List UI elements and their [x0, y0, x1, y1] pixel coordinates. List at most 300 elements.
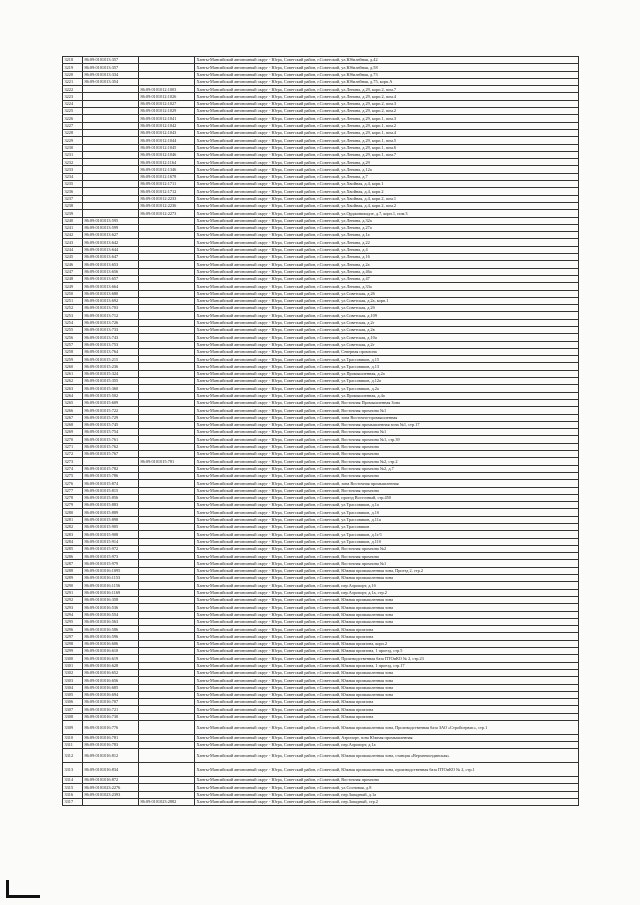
table-row: [63, 648, 579, 655]
building-cadastral-number-cell: [139, 370, 195, 377]
cadastral-number-cell: 86:09:0101013:357: [83, 64, 139, 71]
cadastral-number-cell: [83, 188, 139, 195]
cadastral-number-cell: 86:09:0101015:883: [83, 502, 139, 509]
address-cell: Ханты-Мансийский автономный округ - Югра, Советский район, г.Советский, Южная промышленная зона: [195, 611, 579, 618]
cadastral-number-cell: 86:09:0101013:599: [83, 224, 139, 231]
cadastral-number-cell: [83, 93, 139, 100]
cadastral-number-cell: [83, 144, 139, 151]
address-cell: Ханты-Мансийский автономный округ - Югра, Советский район, г.Советский, Южная промышленная зона: [195, 669, 579, 676]
table-row: [63, 798, 579, 805]
register-body: [63, 57, 579, 806]
address-cell: Ханты-Мансийский автономный округ - Югра, Советский район, г.Советский, ул.Ленина, д.32а: [195, 217, 579, 224]
table-row: [63, 195, 579, 202]
address-cell: Ханты-Мансийский автономный округ - Югра, Советский район, г.Советский, Южная промышленная зона, станция «Верхнекондинская»: [195, 749, 579, 763]
address-cell: Ханты-Мансийский автономный округ - Югра, Советский район, г.Советский, ул.Трассовиков, д.1б: [195, 509, 579, 516]
building-cadastral-number-cell: 86:09:0101012:1712: [139, 188, 195, 195]
row-number-cell: 3242: [63, 232, 83, 239]
address-cell: Ханты-Мансийский автономный округ - Югра, Советский район, г.Советский, ул.Юбилейная, д.75, корп.А: [195, 78, 579, 85]
building-cadastral-number-cell: [139, 451, 195, 458]
address-cell: Ханты-Мансийский автономный округ - Югра, Советский район, г.Советский, ул.Ленина, д.29, корп.2, пом.4: [195, 93, 579, 100]
address-cell: Ханты-Мансийский автономный округ - Югра, Советский район, г.Советский, ул.Советская, д.2г: [195, 319, 579, 326]
building-cadastral-number-cell: [139, 319, 195, 326]
cadastral-number-cell: 86:09:0101016:619: [83, 655, 139, 662]
row-number-cell: 3309: [63, 721, 83, 735]
cadastral-number-cell: 86:09:0101016:872: [83, 777, 139, 784]
row-number-cell: 3263: [63, 385, 83, 392]
cadastral-number-cell: [83, 173, 139, 180]
address-cell: Ханты-Мансийский автономный округ - Югра, Советский район, г.Советский, Южная промзона: [195, 706, 579, 713]
table-row: [63, 254, 579, 261]
building-cadastral-number-cell: 86:09:0101012:1678: [139, 173, 195, 180]
building-cadastral-number-cell: 86:09:0101012:1164: [139, 159, 195, 166]
building-cadastral-number-cell: [139, 71, 195, 78]
table-row: [63, 129, 579, 136]
row-number-cell: 3238: [63, 202, 83, 209]
building-cadastral-number-cell: [139, 385, 195, 392]
address-cell: Ханты-Мансийский автономный округ - Югра, Советский район, г.Советский, ул.Ленина, д.29: [195, 159, 579, 166]
row-number-cell: 3225: [63, 108, 83, 115]
cadastral-number-cell: [83, 798, 139, 805]
table-row: [63, 370, 579, 377]
building-cadastral-number-cell: [139, 305, 195, 312]
cadastral-number-cell: 86:09:0101016:1153: [83, 575, 139, 582]
cadastral-number-cell: 86:09:0101013:753: [83, 341, 139, 348]
building-cadastral-number-cell: [139, 531, 195, 538]
building-cadastral-number-cell: [139, 57, 195, 64]
row-number-cell: 3236: [63, 188, 83, 195]
row-number-cell: 3233: [63, 166, 83, 173]
address-cell: Ханты-Мансийский автономный округ - Югра, Советский район, г.Советский, ул.Трассовиков, д.2а: [195, 385, 579, 392]
building-cadastral-number-cell: [139, 254, 195, 261]
cadastral-number-cell: 86:09:0101016:834: [83, 763, 139, 777]
address-cell: Ханты-Мансийский автономный округ - Югра, Советский район, г.Советский, ул.Промышленная, д.2а: [195, 370, 579, 377]
table-row: [63, 122, 579, 129]
table-row: [63, 677, 579, 684]
cadastral-number-cell: 86:09:0101016:1156: [83, 582, 139, 589]
table-row: [63, 137, 579, 144]
address-cell: Ханты-Мансийский автономный округ - Югра, Советский район, г.Советский, Южная промзона, корп.2: [195, 640, 579, 647]
table-row: [63, 334, 579, 341]
building-cadastral-number-cell: [139, 618, 195, 625]
row-number-cell: 3268: [63, 421, 83, 428]
address-cell: Ханты-Мансийский автономный округ - Югра, Советский район, г.Советский, Восточная промышленная зона №1, стр.17: [195, 421, 579, 428]
address-cell: Ханты-Мансийский автономный округ - Югра, Советский район, г.Советский, Аэропорт, зона Южная промышленная: [195, 734, 579, 741]
address-cell: Ханты-Мансийский автономный округ - Югра, Советский район, г.Советский, ул.Ленина, д.12а: [195, 166, 579, 173]
address-cell: Ханты-Мансийский автономный округ - Югра, Советский район, г.Советский, ул.Советская, д.2б: [195, 305, 579, 312]
cadastral-number-cell: 86:09:0101015:874: [83, 480, 139, 487]
address-cell: Ханты-Мансийский автономный округ - Югра, Советский район, г.Советский, Южная промышленная зона: [195, 618, 579, 625]
table-row: [63, 64, 579, 71]
address-cell: Ханты-Мансийский автономный округ - Югра, Советский район, г.Советский, ул.Советская, д.2в: [195, 326, 579, 333]
row-number-cell: 3260: [63, 363, 83, 370]
address-cell: Ханты-Мансийский автономный округ - Югра, Советский район, г.Советский, ул.Ленина, д.7: [195, 173, 579, 180]
address-cell: Ханты-Мансийский автономный округ - Югра, Советский район, г.Советский, ул.Советская, д.26: [195, 290, 579, 297]
building-cadastral-number-cell: [139, 669, 195, 676]
address-cell: Ханты-Мансийский автономный округ - Югра, Советский район, г.Советский, Восточная промзона: [195, 487, 579, 494]
table-row: [63, 691, 579, 698]
address-cell: Ханты-Мансийский автономный округ - Югра, Советский район, г.Советский, ул.Ленина, д.29, корп.1, пом.3: [195, 115, 579, 122]
table-row: [63, 232, 579, 239]
address-cell: Ханты-Мансийский автономный округ - Югра, Советский район, г.Советский, ул.Ленина, д.16: [195, 254, 579, 261]
address-cell: Ханты-Мансийский автономный округ - Югра, Советский район, г.Советский, ул.Ленина, д.29, корп.1, пом.2: [195, 122, 579, 129]
cadastral-number-cell: 86:09:0101015:761: [83, 436, 139, 443]
address-cell: Ханты-Мансийский автономный округ - Югра, Советский район, г.Советский, ул.Хвойная, д.4, корп.2: [195, 188, 579, 195]
cadastral-number-cell: 86:09:0101013:733: [83, 326, 139, 333]
row-number-cell: 3230: [63, 144, 83, 151]
address-cell: Ханты-Мансийский автономный округ - Югра, Советский район, г.Советский, ул.Хвойная, д.4, корп.2, пом.1: [195, 195, 579, 202]
building-cadastral-number-cell: [139, 582, 195, 589]
row-number-cell: 3317: [63, 798, 83, 805]
address-cell: Ханты-Мансийский автономный округ - Югра, Советский район, г.Советский, Восточная промзона №1: [195, 407, 579, 414]
row-number-cell: 3292: [63, 596, 83, 603]
row-number-cell: 3223: [63, 93, 83, 100]
address-cell: Ханты-Мансийский автономный округ - Югра, Советский район, г.Советский, Восточная промзона №2, д.7: [195, 465, 579, 472]
cadastral-number-cell: 86:09:0101013:354: [83, 78, 139, 85]
building-cadastral-number-cell: [139, 713, 195, 720]
register-table: [62, 56, 579, 806]
cadastral-number-cell: 86:09:0101015:786: [83, 472, 139, 479]
building-cadastral-number-cell: 86:09:0101012:2236: [139, 202, 195, 209]
cadastral-number-cell: 86:09:0101016:628: [83, 662, 139, 669]
building-cadastral-number-cell: 86:09:0101012:1027: [139, 100, 195, 107]
cadastral-number-cell: 86:09:0101015:782: [83, 465, 139, 472]
table-row: [63, 210, 579, 217]
cadastral-number-cell: 86:09:0101016:554: [83, 611, 139, 618]
address-cell: Ханты-Мансийский автономный округ - Югра, Советский район, г.Советский, Восточная промзона №1, стр.39: [195, 436, 579, 443]
cadastral-number-cell: 86:09:0101016:781: [83, 734, 139, 741]
building-cadastral-number-cell: [139, 791, 195, 798]
row-number-cell: 3240: [63, 217, 83, 224]
table-row: [63, 531, 579, 538]
cadastral-number-cell: 86:09:0101016:652: [83, 669, 139, 676]
row-number-cell: 3291: [63, 589, 83, 596]
building-cadastral-number-cell: [139, 421, 195, 428]
row-number-cell: 3218: [63, 57, 83, 64]
table-row: [63, 545, 579, 552]
cadastral-number-cell: 86:09:0101013:627: [83, 232, 139, 239]
building-cadastral-number-cell: [139, 246, 195, 253]
cadastral-number-cell: 86:09:0101015:762: [83, 443, 139, 450]
cadastral-number-cell: 86:09:0101015:889: [83, 509, 139, 516]
row-number-cell: 3253: [63, 312, 83, 319]
table-row: [63, 516, 579, 523]
table-row: [63, 181, 579, 188]
cadastral-number-cell: [83, 151, 139, 158]
address-cell: Ханты-Мансийский автономный округ - Югра, Советский район, г.Советский, ул.Сосновая, д.8: [195, 784, 579, 791]
cadastral-number-cell: 86:09:0101015:729: [83, 414, 139, 421]
row-number-cell: 3229: [63, 137, 83, 144]
cadastral-number-cell: 86:09:0101015:609: [83, 399, 139, 406]
row-number-cell: 3231: [63, 151, 83, 158]
address-cell: Ханты-Мансийский автономный округ - Югра, Советский район, г.Советский, ул.Юбилейная, д.58: [195, 64, 579, 71]
building-cadastral-number-cell: [139, 341, 195, 348]
building-cadastral-number-cell: [139, 275, 195, 282]
row-number-cell: 3308: [63, 713, 83, 720]
row-number-cell: 3237: [63, 195, 83, 202]
cadastral-number-cell: 86:09:0101013:743: [83, 334, 139, 341]
table-row: [63, 268, 579, 275]
building-cadastral-number-cell: 86:09:0101012:1041: [139, 115, 195, 122]
address-cell: Ханты-Мансийский автономный округ - Югра, Советский район, г.Советский, ул.Ленина, д.29, корп.1, пом.6: [195, 144, 579, 151]
building-cadastral-number-cell: [139, 290, 195, 297]
building-cadastral-number-cell: [139, 217, 195, 224]
row-number-cell: 3279: [63, 502, 83, 509]
row-number-cell: 3298: [63, 640, 83, 647]
table-row: [63, 407, 579, 414]
table-row: [63, 669, 579, 676]
cadastral-number-cell: 86:09:0101016:606: [83, 640, 139, 647]
cadastral-number-cell: 86:09:0101016:730: [83, 713, 139, 720]
table-row: [63, 633, 579, 640]
table-row: [63, 611, 579, 618]
address-cell: Ханты-Мансийский автономный округ - Югра, Советский район, г.Советский, пер.Аэропорт, д.1б: [195, 582, 579, 589]
table-row: [63, 261, 579, 268]
table-row: [63, 713, 579, 720]
table-row: [63, 108, 579, 115]
address-cell: Ханты-Мансийский автономный округ - Югра, Советский район, г.Советский, зона Восточная промышленная: [195, 480, 579, 487]
cadastral-number-cell: 86:09:0101016:610: [83, 648, 139, 655]
table-row: [63, 78, 579, 85]
table-row: [63, 173, 579, 180]
table-row: [63, 57, 579, 64]
building-cadastral-number-cell: [139, 224, 195, 231]
row-number-cell: 3300: [63, 655, 83, 662]
table-row: [63, 791, 579, 798]
row-number-cell: 3248: [63, 275, 83, 282]
cadastral-number-cell: 86:09:0101015:914: [83, 538, 139, 545]
building-cadastral-number-cell: [139, 429, 195, 436]
row-number-cell: 3276: [63, 480, 83, 487]
building-cadastral-number-cell: [139, 78, 195, 85]
address-cell: Ханты-Мансийский автономный округ - Югра, Советский район, г.Советский, ул.Ленина, д.46а: [195, 268, 579, 275]
building-cadastral-number-cell: [139, 494, 195, 501]
cadastral-number-cell: 86:09:0101013:653: [83, 261, 139, 268]
row-number-cell: 3256: [63, 334, 83, 341]
address-cell: Ханты-Мансийский автономный округ - Югра, Советский район, г.Советский, ул.Ленина, д.27а: [195, 224, 579, 231]
row-number-cell: 3275: [63, 472, 83, 479]
address-cell: Ханты-Мансийский автономный округ - Югра, Советский район, г.Советский, Восточная промзона №2, стр.2: [195, 458, 579, 465]
building-cadastral-number-cell: [139, 326, 195, 333]
cadastral-number-cell: 86:09:0101016:694: [83, 691, 139, 698]
table-row: [63, 246, 579, 253]
table-row: [63, 502, 579, 509]
building-cadastral-number-cell: [139, 480, 195, 487]
building-cadastral-number-cell: [139, 699, 195, 706]
row-number-cell: 3249: [63, 283, 83, 290]
address-cell: Ханты-Мансийский автономный округ - Югра, Советский район, г.Советский, Южная промышленная зона: [195, 677, 579, 684]
table-row: [63, 567, 579, 574]
row-number-cell: 3266: [63, 407, 83, 414]
cadastral-number-cell: [83, 458, 139, 465]
cadastral-number-cell: 86:09:0101023:2276: [83, 784, 139, 791]
cadastral-number-cell: 86:09:0101016:563: [83, 618, 139, 625]
row-number-cell: 3235: [63, 181, 83, 188]
cadastral-number-cell: 86:09:0101016:783: [83, 742, 139, 749]
table-row: [63, 319, 579, 326]
table-row: [63, 582, 579, 589]
building-cadastral-number-cell: [139, 553, 195, 560]
cadastral-number-cell: 86:09:0101015:856: [83, 494, 139, 501]
table-row: [63, 699, 579, 706]
address-cell: Ханты-Мансийский автономный округ - Югра, Советский район, г.Советский, ул.Трассовиков, д.11б: [195, 538, 579, 545]
row-number-cell: 3294: [63, 611, 83, 618]
cadastral-number-cell: 86:09:0101015:360: [83, 385, 139, 392]
cadastral-number-cell: 86:09:0101015:979: [83, 560, 139, 567]
row-number-cell: 3315: [63, 784, 83, 791]
row-number-cell: 3313: [63, 763, 83, 777]
row-number-cell: 3228: [63, 129, 83, 136]
building-cadastral-number-cell: [139, 399, 195, 406]
table-row: [63, 151, 579, 158]
address-cell: Ханты-Мансийский автономный округ - Югра, Советский район, г.Советский, Южная промышленная зона, Производственная база ЗАО «Стройсервис», стр.1: [195, 721, 579, 735]
address-cell: Ханты-Мансийский автономный округ - Югра, Советский район, г.Советский, Южная промышленная зона: [195, 575, 579, 582]
address-cell: Ханты-Мансийский автономный округ - Югра, Советский район, г.Советский, Южная промзона, 1 проезд, стр.5: [195, 648, 579, 655]
row-number-cell: 3239: [63, 210, 83, 217]
row-number-cell: 3227: [63, 122, 83, 129]
cadastral-number-cell: 86:09:0101015:722: [83, 407, 139, 414]
table-row: [63, 784, 579, 791]
row-number-cell: 3254: [63, 319, 83, 326]
building-cadastral-number-cell: [139, 356, 195, 363]
table-row: [63, 392, 579, 399]
building-cadastral-number-cell: 86:09:0101012:1043: [139, 129, 195, 136]
table-row: [63, 312, 579, 319]
address-cell: Ханты-Мансийский автономный округ - Югра, Советский район, г.Советский, Производственная база ПТОиКО № 2, стр.23: [195, 655, 579, 662]
building-cadastral-number-cell: [139, 538, 195, 545]
building-cadastral-number-cell: [139, 414, 195, 421]
row-number-cell: 3287: [63, 560, 83, 567]
address-cell: Ханты-Мансийский автономный округ - Югра, Советский район, г.Советский, Восточная промзона №2: [195, 545, 579, 552]
cadastral-number-cell: [83, 137, 139, 144]
table-row: [63, 706, 579, 713]
row-number-cell: 3311: [63, 742, 83, 749]
building-cadastral-number-cell: [139, 261, 195, 268]
row-number-cell: 3226: [63, 115, 83, 122]
building-cadastral-number-cell: [139, 677, 195, 684]
address-cell: Ханты-Мансийский автономный округ - Югра, Советский район, г.Советский, ул.Хвойная, д.4, корп.1: [195, 181, 579, 188]
address-cell: Ханты-Мансийский автономный округ - Югра, Советский район, г.Советский, Южная промышленная зона: [195, 596, 579, 603]
row-number-cell: 3219: [63, 64, 83, 71]
address-cell: Ханты-Мансийский автономный округ - Югра, Советский район, г.Советский, ул.Ленина, д.29, корп.1, пом.7: [195, 151, 579, 158]
cadastral-number-cell: 86:09:0101013:642: [83, 239, 139, 246]
table-row: [63, 100, 579, 107]
table-row: [63, 655, 579, 662]
address-cell: Ханты-Мансийский автономный округ - Югра, Советский район, г.Советский, ул.Ленина, д.47: [195, 275, 579, 282]
table-row: [63, 640, 579, 647]
address-cell: Ханты-Мансийский автономный округ - Югра, Советский район, г.Советский, Восточная промзона №1: [195, 560, 579, 567]
table-row: [63, 742, 579, 749]
row-number-cell: 3264: [63, 392, 83, 399]
table-row: [63, 436, 579, 443]
cadastral-number-cell: 86:09:0101016:685: [83, 684, 139, 691]
building-cadastral-number-cell: [139, 232, 195, 239]
table-row: [63, 429, 579, 436]
table-row: [63, 763, 579, 777]
cadastral-number-cell: [83, 195, 139, 202]
table-row: [63, 414, 579, 421]
cadastral-number-cell: 86:09:0101015:973: [83, 553, 139, 560]
cadastral-number-cell: 86:09:0101013:657: [83, 275, 139, 282]
row-number-cell: 3285: [63, 545, 83, 552]
table-row: [63, 275, 579, 282]
table-row: [63, 363, 579, 370]
row-number-cell: 3295: [63, 618, 83, 625]
building-cadastral-number-cell: [139, 363, 195, 370]
address-cell: Ханты-Мансийский автономный округ - Югра, Советский район, г.Советский, ул.Ленина, д.29, корп.2, пом.3: [195, 100, 579, 107]
building-cadastral-number-cell: [139, 706, 195, 713]
cadastral-number-cell: 86:09:0101016:596: [83, 633, 139, 640]
table-row: [63, 472, 579, 479]
row-number-cell: 3305: [63, 691, 83, 698]
cadastral-number-cell: 86:09:0101013:764: [83, 348, 139, 355]
cadastral-number-cell: 86:09:0101016:707: [83, 699, 139, 706]
row-number-cell: 3297: [63, 633, 83, 640]
scan-corner-mark: [6, 880, 40, 898]
row-number-cell: 3220: [63, 71, 83, 78]
row-number-cell: 3278: [63, 494, 83, 501]
table-row: [63, 166, 579, 173]
table-row: [63, 721, 579, 735]
cadastral-number-cell: [83, 159, 139, 166]
row-number-cell: 3269: [63, 429, 83, 436]
cadastral-number-cell: 86:09:0101013:595: [83, 217, 139, 224]
building-cadastral-number-cell: [139, 655, 195, 662]
building-cadastral-number-cell: [139, 749, 195, 763]
table-row: [63, 553, 579, 560]
address-cell: Ханты-Мансийский автономный округ - Югра, Советский район, г.Советский, ул.Ленина, д.29, корп.2, пом.2: [195, 108, 579, 115]
table-row: [63, 144, 579, 151]
row-number-cell: 3303: [63, 677, 83, 684]
table-row: [63, 71, 579, 78]
row-number-cell: 3302: [63, 669, 83, 676]
building-cadastral-number-cell: [139, 626, 195, 633]
row-number-cell: 3274: [63, 465, 83, 472]
table-row: [63, 480, 579, 487]
building-cadastral-number-cell: [139, 691, 195, 698]
building-cadastral-number-cell: [139, 239, 195, 246]
row-number-cell: 3304: [63, 684, 83, 691]
building-cadastral-number-cell: [139, 611, 195, 618]
row-number-cell: 3234: [63, 173, 83, 180]
row-number-cell: 3258: [63, 348, 83, 355]
row-number-cell: 3283: [63, 531, 83, 538]
table-row: [63, 458, 579, 465]
address-cell: Ханты-Мансийский автономный округ - Югра, Советский район, г.Советский, пер.Западный, стр.2: [195, 798, 579, 805]
table-row: [63, 487, 579, 494]
table-row: [63, 596, 579, 603]
building-cadastral-number-cell: 86:09:0101012:1711: [139, 181, 195, 188]
table-row: [63, 290, 579, 297]
building-cadastral-number-cell: [139, 596, 195, 603]
cadastral-number-cell: [83, 86, 139, 93]
address-cell: Ханты-Мансийский автономный округ - Югра, Советский район, г.Советский, Восточная промзона: [195, 451, 579, 458]
building-cadastral-number-cell: [139, 509, 195, 516]
row-number-cell: 3221: [63, 78, 83, 85]
address-cell: Ханты-Мансийский автономный округ - Югра, Советский район, г.Советский, ул.Юбилейная, д.73: [195, 71, 579, 78]
address-cell: Ханты-Мансийский автономный округ - Югра, Советский район, г.Советский, ул.Трассовиков, д.15: [195, 356, 579, 363]
building-cadastral-number-cell: 86:09:0101012:2233: [139, 195, 195, 202]
cadastral-number-cell: 86:09:0101016:1095: [83, 567, 139, 574]
cadastral-number-cell: 86:09:0101016:812: [83, 749, 139, 763]
cadastral-number-cell: 86:09:0101015:908: [83, 531, 139, 538]
row-number-cell: 3250: [63, 290, 83, 297]
row-number-cell: 3312: [63, 749, 83, 763]
row-number-cell: 3270: [63, 436, 83, 443]
address-cell: Ханты-Мансийский автономный округ - Югра, Советский район, г.Советский, Восточная промзона №1: [195, 429, 579, 436]
row-number-cell: 3314: [63, 777, 83, 784]
address-cell: Ханты-Мансийский автономный округ - Югра, Советский район, г.Советский, Южная промзона: [195, 633, 579, 640]
table-row: [63, 421, 579, 428]
